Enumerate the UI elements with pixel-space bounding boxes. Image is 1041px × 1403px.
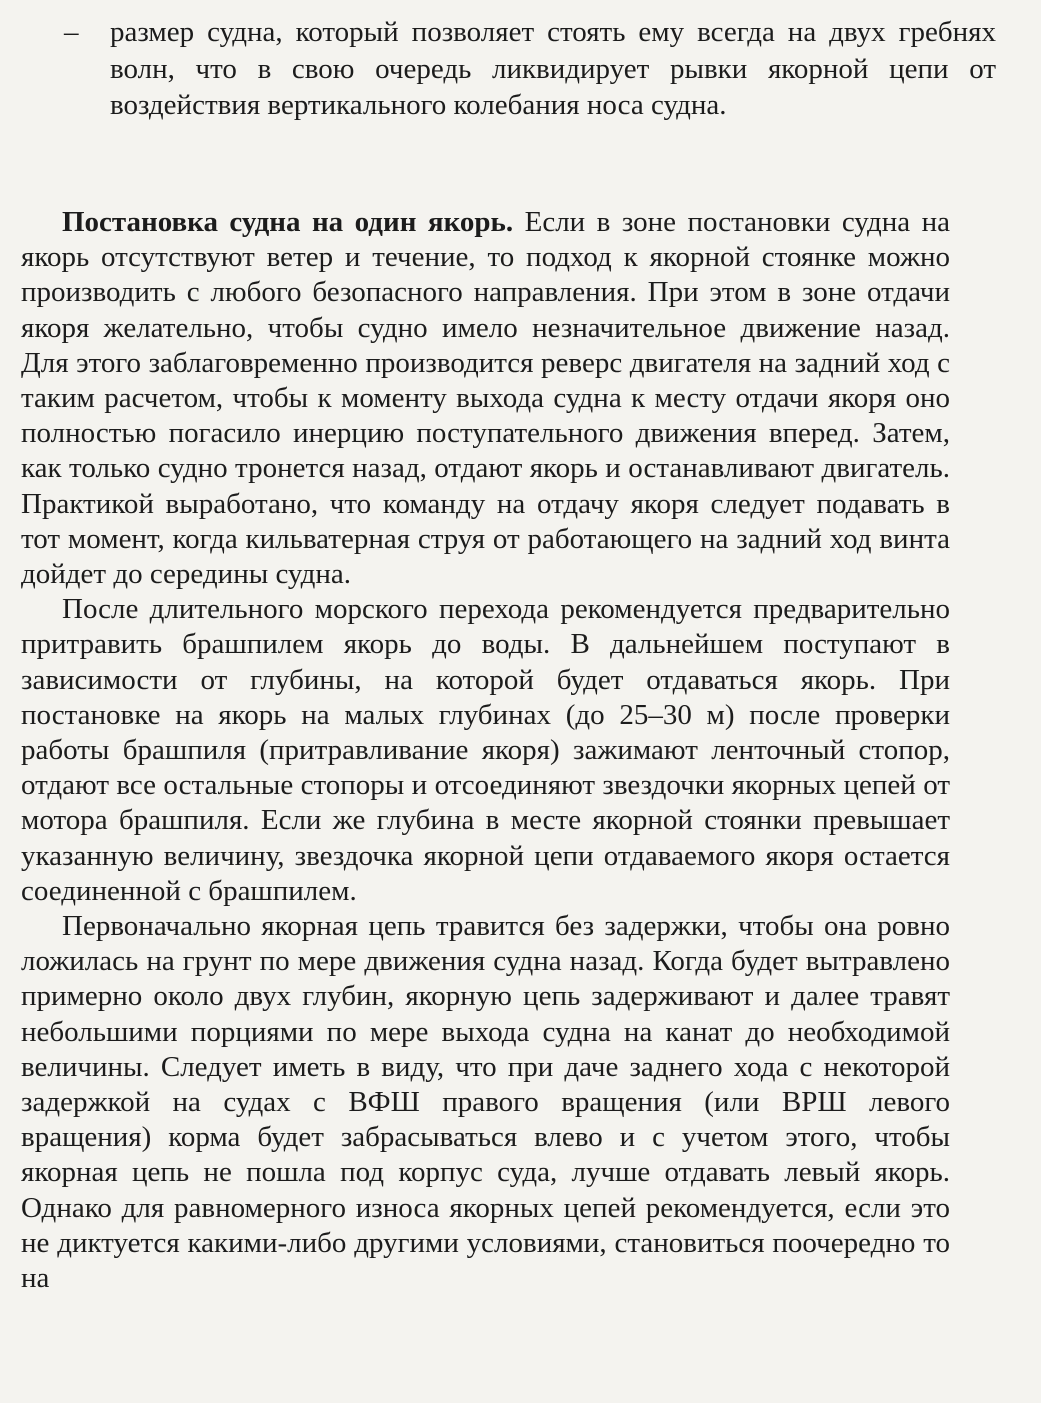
paragraph-2: После длительного морского перехода рекомендуется предварительно притравить брашпилем якорь до воды. В дальнейшем поступают в зависимости от глубины, на которой будет отдаваться якорь. При постановке на якорь на малых глубинах (до 25–30 м) после проверки работы брашпиля (притравливание якоря) зажимают ленточный стопор, отдают все остальные стопоры и отсоединяют звездочки якорных цепей от мотора брашпиля. Если же глубина в месте якорной стоянки превышает указанную величину, звездочка якорной цепи отдаваемого якоря остается соединенной с брашпилем. (21, 593, 950, 907)
paragraph-1-text: Если в зоне постановки судна на якорь отсутствуют ветер и течение, то подход к якорной стоянке можно производить с любого безопасного направления. При этом в зоне отдачи якоря желательно, чтобы судно имело незначительное движение назад. Для этого заблаговременно производится реверс двигателя на задний ход с таким расчетом, чтобы к моменту выхода судна к месту отдачи якоря оно полностью погасило инерцию поступательного движения вперед. Затем, как только судно тронется назад, отдают якорь и останавливают двигатель. Практикой выработано, что команду на отдачу якоря следует подавать в тот момент, когда кильватерная струя от работающего на задний ход винта дойдет до середины судна. (21, 206, 951, 591)
section-body (21, 205, 950, 1296)
paragraph-1 (21, 205, 950, 592)
bullet-dash: – (64, 16, 79, 48)
bullet-item (64, 14, 996, 124)
paragraph-3: Первоначально якорная цепь травится без задержки, чтобы она ровно ложилась на грунт по мере движения судна назад. Когда будет вытравлено примерно около двух глубин, якорную цепь задерживают и далее травят небольшими порциями по мере выхода судна на канат до необходимой величины. Следует иметь в виду, что при даче заднего хода с некоторой задержкой на судах с ВФШ правого вращения (или ВРШ левого вращения) корма будет забрасываться влево и с учетом этого, чтобы якорная цепь не пошла под корпус суда, лучше отдавать левый якорь. Однако для равномерного износа якорных цепей рекомендуется, если это не диктуется какими-либо другими условиями, становиться поочередно то на (21, 910, 950, 1295)
bullet-text: размер судна, который позволяет стоять ему всегда на двух гребнях волн, что в свою очередь ликвидирует рывки якорной цепи от воздействия вертикального колебания носа судна. (110, 16, 996, 121)
section-heading: Постановка судна на один якорь. (62, 206, 514, 238)
